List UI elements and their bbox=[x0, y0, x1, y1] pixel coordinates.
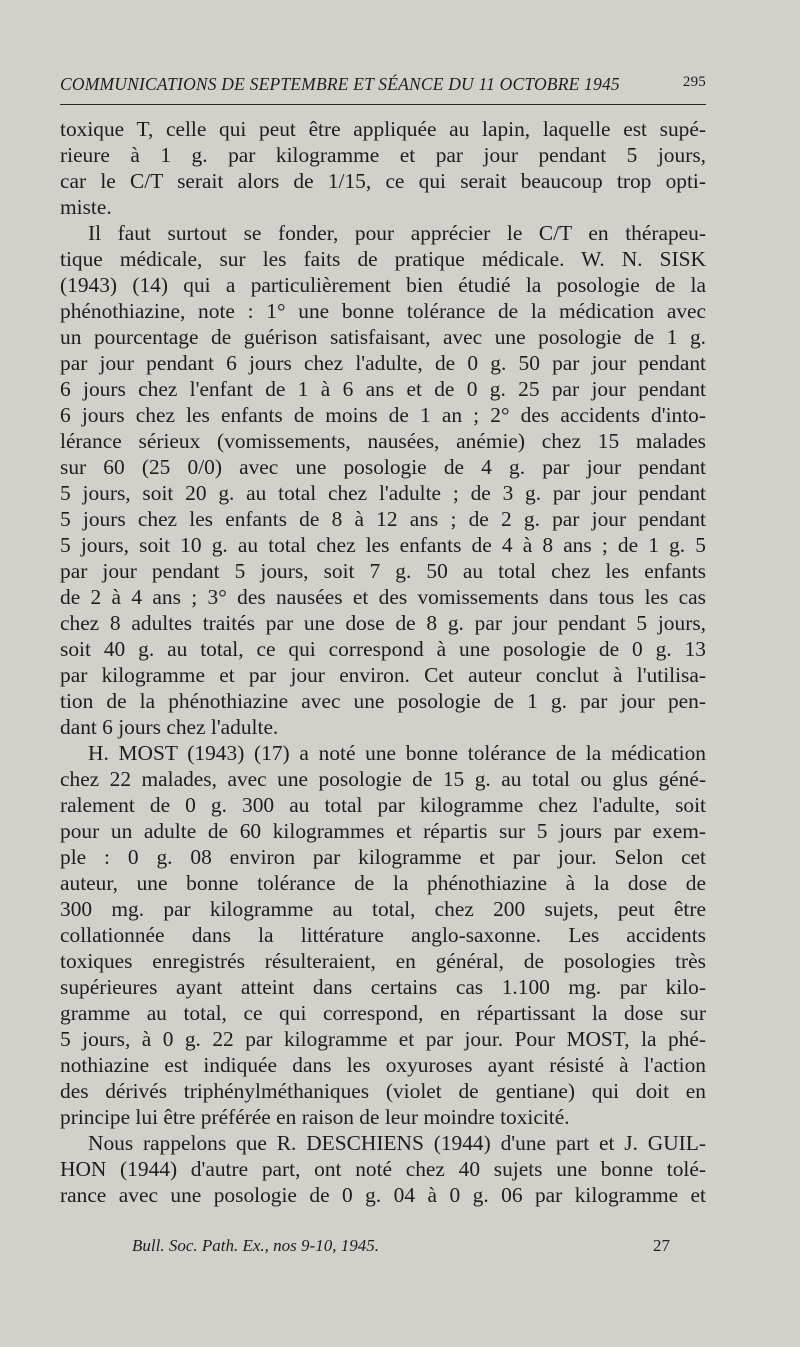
text-line: 6 jours chez les enfants de moins de 1 an ; 2° des accidents d'into- bbox=[60, 403, 706, 427]
text-line: rieure à 1 g. par kilogramme et par jour pendant 5 jours, bbox=[60, 143, 706, 167]
text-line: un pourcentage de guérison satisfaisant, avec une posologie de 1 g. bbox=[60, 325, 706, 349]
text-line: sur 60 (25 0/0) avec une posologie de 4 g. par jour pendant bbox=[60, 455, 706, 479]
text-line: par kilogramme et par jour environ. Cet auteur conclut à l'utilisa- bbox=[60, 663, 706, 687]
text-line: gramme au total, ce qui correspond, en répartissant la dose sur bbox=[60, 1001, 706, 1025]
text-line: H. MOST (1943) (17) a noté une bonne tolérance de la médication bbox=[88, 741, 706, 765]
text-line: lérance sérieux (vomissements, nausées, anémie) chez 15 malades bbox=[60, 429, 706, 453]
text-line: ple : 0 g. 08 environ par kilogramme et par jour. Selon cet bbox=[60, 845, 706, 869]
text-line: 5 jours, à 0 g. 22 par kilogramme et par jour. Pour MOST, la phé- bbox=[60, 1027, 706, 1051]
text-line: toxiques enregistrés résulteraient, en général, de posologies très bbox=[60, 949, 706, 973]
paragraph bbox=[60, 1130, 706, 1208]
text-line: 5 jours, soit 20 g. au total chez l'adulte ; de 3 g. par jour pendant bbox=[60, 481, 706, 505]
header-rule bbox=[60, 104, 706, 105]
text-line: pour un adulte de 60 kilogrammes et répartis sur 5 jours par exem- bbox=[60, 819, 706, 843]
running-title: COMMUNICATIONS DE SEPTEMBRE ET SÉANCE DU 11 OCTOBRE 1945 bbox=[60, 74, 620, 94]
signature-number: 27 bbox=[653, 1236, 670, 1255]
text-line: dant 6 jours chez l'adulte. bbox=[60, 715, 279, 739]
text-line: soit 40 g. au total, ce qui correspond à une posologie de 0 g. 13 bbox=[60, 637, 706, 661]
text-line: nothiazine est indiquée dans les oxyuroses ayant résisté à l'action bbox=[60, 1053, 706, 1077]
text-line: HON (1944) d'autre part, ont noté chez 40 sujets une bonne tolé- bbox=[60, 1157, 706, 1181]
running-header bbox=[60, 74, 706, 95]
journal-citation: Bull. Soc. Path. Ex., nos 9-10, 1945. bbox=[132, 1236, 379, 1255]
text-line: (1943) (14) qui a particulièrement bien étudié la posologie de la bbox=[60, 273, 706, 297]
text-line: phénothiazine, note : 1° une bonne tolérance de la médication avec bbox=[60, 299, 706, 323]
footer bbox=[132, 1236, 670, 1256]
text-line: 5 jours, soit 10 g. au total chez les enfants de 4 à 8 ans ; de 1 g. 5 bbox=[60, 533, 706, 557]
text-line: Il faut surtout se fonder, pour apprécier le C/T en thérapeu- bbox=[88, 221, 706, 245]
text-line: tique médicale, sur les faits de pratique médicale. W. N. SISK bbox=[60, 247, 706, 271]
text-line: auteur, une bonne tolérance de la phénothiazine à la dose de bbox=[60, 871, 706, 895]
paragraph bbox=[60, 740, 706, 1130]
text-line: chez 22 malades, avec une posologie de 15 g. au total ou glus géné- bbox=[60, 767, 706, 791]
text-line: ralement de 0 g. 300 au total par kilogramme chez l'adulte, soit bbox=[60, 793, 706, 817]
text-line: chez 8 adultes traités par une dose de 8 g. par jour pendant 5 jours, bbox=[60, 611, 706, 635]
text-line: 6 jours chez l'enfant de 1 à 6 ans et de 0 g. 25 par jour pendant bbox=[60, 377, 706, 401]
text-line: principe lui être préférée en raison de leur moindre toxicité. bbox=[60, 1105, 570, 1129]
text-line: tion de la phénothiazine avec une posologie de 1 g. par jour pen- bbox=[60, 689, 706, 713]
text-line: Nous rappelons que R. DESCHIENS (1944) d'une part et J. GUIL- bbox=[88, 1131, 706, 1155]
text-line: car le C/T serait alors de 1/15, ce qui serait beaucoup trop opti- bbox=[60, 169, 706, 193]
text-line: supérieures ayant atteint dans certains cas 1.100 mg. par kilo- bbox=[60, 975, 706, 999]
text-line: par jour pendant 5 jours, soit 7 g. 50 au total chez les enfants bbox=[60, 559, 706, 583]
paragraph bbox=[60, 220, 706, 740]
page-number: 295 bbox=[682, 74, 706, 90]
text-line: de 2 à 4 ans ; 3° des nausées et des vomissements dans tous les cas bbox=[60, 585, 706, 609]
text-line: par jour pendant 6 jours chez l'adulte, de 0 g. 50 par jour pendant bbox=[60, 351, 706, 375]
body-text bbox=[60, 116, 706, 1208]
paragraph bbox=[60, 116, 706, 220]
text-line: rance avec une posologie de 0 g. 04 à 0 g. 06 par kilogramme et bbox=[60, 1183, 706, 1207]
text-line: 300 mg. par kilogramme au total, chez 200 sujets, peut être bbox=[60, 897, 706, 921]
text-line: 5 jours chez les enfants de 8 à 12 ans ; de 2 g. par jour pendant bbox=[60, 507, 706, 531]
text-line: miste. bbox=[60, 195, 112, 219]
text-line: des dérivés triphénylméthaniques (violet de gentiane) qui doit en bbox=[60, 1079, 706, 1103]
text-line: toxique T, celle qui peut être appliquée au lapin, laquelle est supé- bbox=[60, 117, 706, 141]
text-line: collationnée dans la littérature anglo-saxonne. Les accidents bbox=[60, 923, 706, 947]
